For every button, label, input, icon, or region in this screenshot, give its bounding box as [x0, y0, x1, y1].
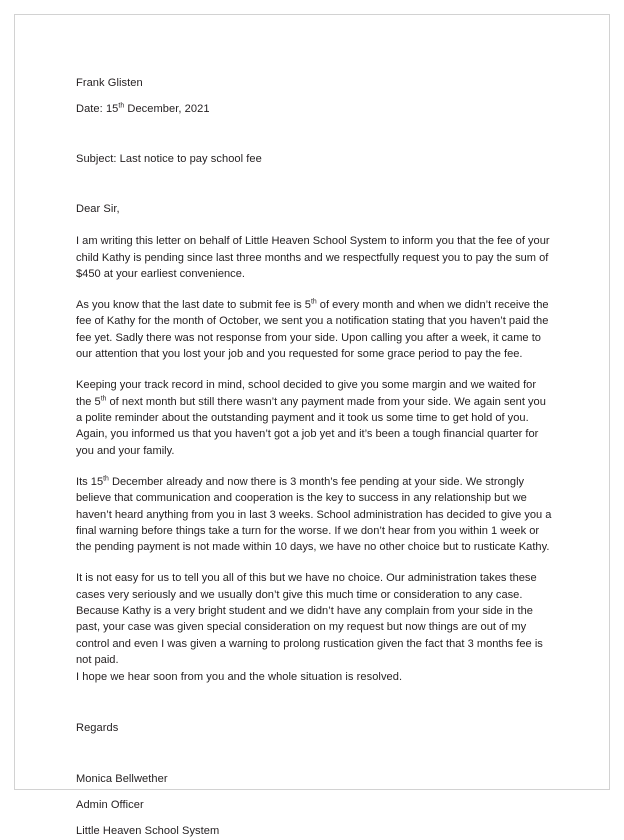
signature-name: Monica Bellwether	[76, 773, 168, 786]
paragraph-2-segment-2: of every month and when we didn’t receive the fee of Kathy for the month of October, we sent you a notification stating that you haven’t paid the fee yet. Sadly there was not response from your side. Upon calling you after a week, it came to our attention that you lost your job and you requested for some grace period to pay the fee.	[76, 299, 549, 361]
date-label: Date:	[76, 102, 106, 115]
paragraph-3-segment-0: Keeping your track record in mind, school decided to give you some margin and we waited for the 5	[76, 379, 537, 408]
paragraph-1	[76, 233, 552, 282]
subject-line: Subject: Last notice to pay school fee	[76, 152, 262, 165]
date-day: 15	[105, 102, 119, 115]
date-rest: December, 2021	[124, 102, 210, 115]
paragraph-4-segment-2: December already and now there is 3 month’s fee pending at your side. We strongly believe that communication and cooperation is the key to success in any relationship but we haven’t heard anything from you in last 3 weeks. School administration has decided to give you a final warning before things take a turn for the worse. If we don’t hear from you within 1 week or the pending payment is not made within 10 days, we have no other choice but to rusticate Kathy.	[76, 475, 552, 554]
document-page	[14, 14, 610, 838]
closing-hope-line: I hope we hear soon from you and the whole situation is resolved.	[76, 670, 403, 683]
paragraph-3-superscript: th	[100, 394, 107, 402]
paragraph-2-segment-0: As you know that the last date to submit fee is 5	[76, 299, 311, 312]
paragraph-2-superscript: th	[310, 298, 317, 306]
letter-body	[76, 75, 552, 840]
paragraph-1-segment-0: I am writing this letter on behalf of Little Heaven School System to inform you that the fee of your child Kathy is pending since last three months and we respectfully request you to pay the sum of $450 at your earliest convenience.	[76, 235, 550, 281]
signature-organization: Little Heaven School System	[76, 825, 220, 838]
paragraph-4-segment-0: Its 15	[76, 475, 104, 488]
paragraph-2	[76, 297, 552, 363]
paragraph-4-superscript: th	[103, 475, 109, 482]
date-day-suffix: th	[118, 102, 125, 110]
signature-title: Admin Officer	[76, 799, 144, 812]
paragraph-3-segment-2: of next month but still there wasn’t any payment made from your side. We again sent you a polite reminder about the outstanding payment and it took us some time to get hold of you. Again, you informed us that you haven’t got a job yet and it’s been a tough financial quarter for you and your family.	[76, 395, 546, 457]
paragraph-4	[76, 474, 552, 556]
paragraph-5	[76, 570, 552, 668]
sender-name: Frank Glisten	[76, 77, 143, 89]
salutation: Dear Sir,	[76, 203, 120, 216]
paragraph-5-segment-0: It is not easy for us to tell you all of this but we have no choice. Our administration takes these cases very seriously and we usually don’t give this much time or consideration to any case. Because Kathy is a very bright student and we didn’t have any complain from your side in the past, your case was given special consideration on my request but now things are out of my control and even I was given a warning to prolong rustication given the fact that 3 months fee is not paid.	[76, 572, 543, 667]
closing-regards: Regards	[76, 721, 119, 734]
date-line	[76, 101, 552, 117]
paragraph-3	[76, 377, 552, 459]
